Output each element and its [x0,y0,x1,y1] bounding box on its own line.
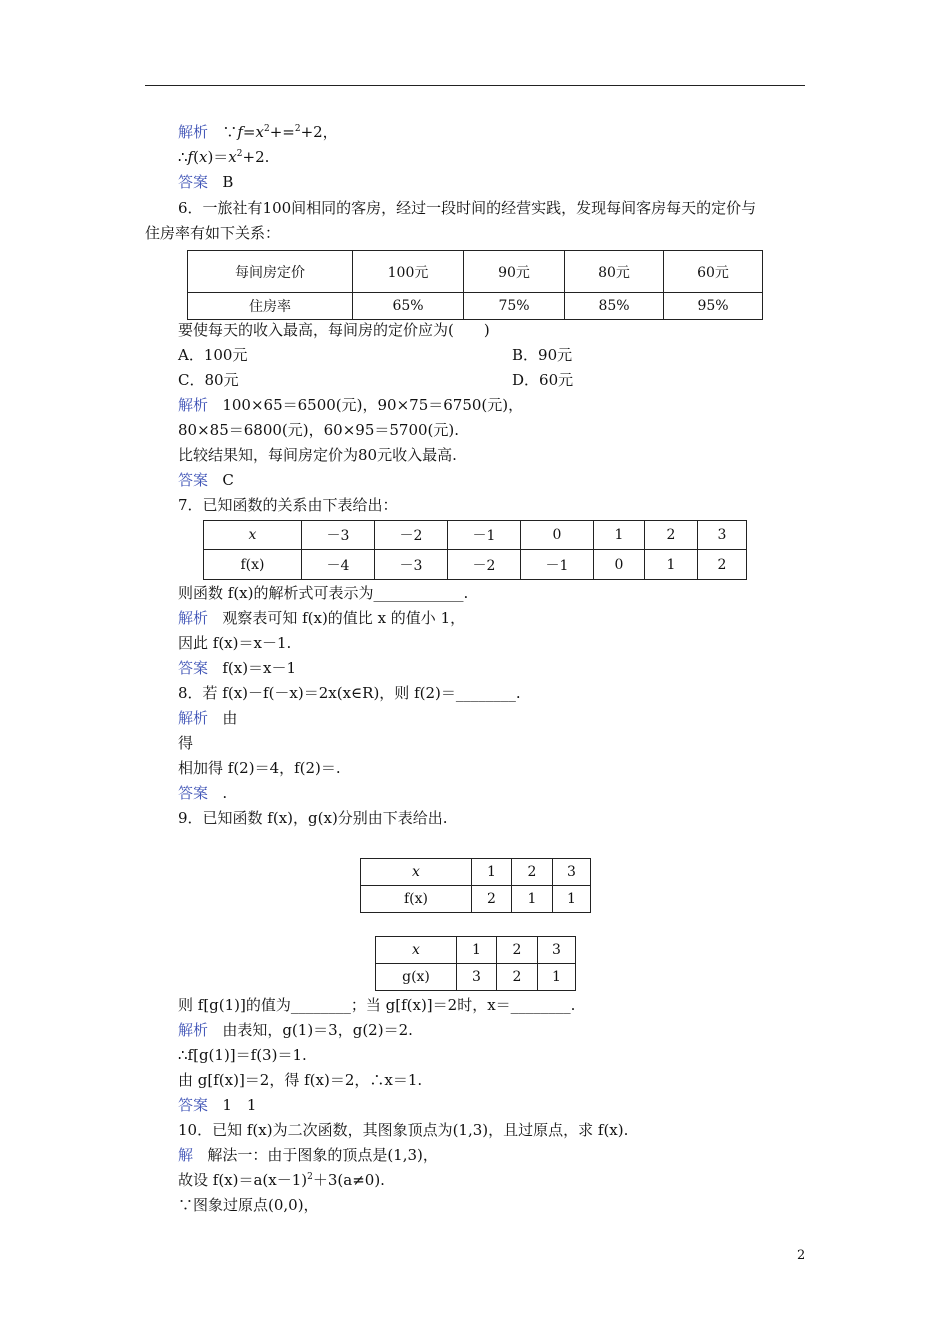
q5-solution-line1 [178,122,338,142]
header-rule [145,85,805,86]
exponent: 2 [307,1172,313,1182]
q6-solution-line3: 比较结果知，每间房定价为80元收入最高. [178,446,457,464]
answer-label: 答案 [178,173,209,191]
table-cell: x [361,859,472,886]
q6-option-c: C．80元 [178,371,239,389]
q6-solution-line2: 80×85＝6800(元)，60×95＝5700(元). [178,421,460,439]
solution-label: 解析 [178,396,209,414]
table-cell: 3 [698,521,747,550]
table-cell: －2 [448,550,521,580]
answer-text: B [222,173,234,191]
q7-solution-line2: 因此 f(x)＝x－1. [178,634,292,652]
because-symbol: ∵ [222,123,238,141]
tail: +2. [242,148,270,166]
exponent: 2 [236,149,243,159]
q6-answer [178,470,234,490]
table-cell: 1 [472,859,512,886]
q9-answer [178,1095,256,1115]
q6-stem-line1: 6．一旅社有100间相同的客房，经过一段时间的经营实践，发现每间客房每天的定价与 [178,199,757,217]
eq: = [242,123,256,141]
q9-solution-line1 [178,1020,413,1040]
table-cell: 1 [512,886,553,913]
x-symbol: x [198,148,208,166]
table-cell: 1 [553,886,591,913]
q8-solution-line1 [178,708,237,728]
page-number: 2 [797,1248,806,1263]
solution-text: 解法一：由于图象的顶点是(1,3)， [207,1146,438,1164]
q9-question: 则 f[g(1)]的值为________；当 g[f(x)]＝2时，x＝________. [178,996,576,1014]
table-cell: －3 [302,521,375,550]
q6-table [187,250,763,320]
table-cell: 1 [594,521,645,550]
q6-question: 要使每天的收入最高，每间房的定价应为( ) [178,321,490,339]
table-cell: 2 [645,521,698,550]
table-cell: 75% [464,293,565,320]
solution-label: 解析 [178,709,209,727]
q10-stem: 10．已知 f(x)为二次函数，其图象顶点为(1,3)，且过原点，求 f(x). [178,1121,629,1139]
answer-text: f(x)＝x－1 [222,659,297,677]
table-cell: 2 [698,550,747,580]
table-cell: 3 [538,937,576,964]
f-symbol: f [237,123,243,141]
q10-solution-line2 [178,1170,385,1190]
table-cell: f(x) [361,886,472,913]
table-cell: 2 [497,964,538,991]
q8-solution-line3: 相加得 f(2)＝4，f(2)＝. [178,759,341,777]
solution-label: 解析 [178,609,209,627]
solution-text: 故设 f(x)＝a(x－1) [178,1171,308,1189]
answer-label: 答案 [178,1096,209,1114]
x-symbol: x [255,123,264,141]
q5-answer [178,172,233,192]
table-cell: f(x) [204,550,302,580]
answer-label: 答案 [178,784,209,802]
solution-text: 由 [222,709,238,727]
table-cell: g(x) [376,964,457,991]
table-cell: 1 [538,964,576,991]
solution-text: 观察表可知 f(x)的值比 x 的值小 1， [222,609,466,627]
q9-stem: 9．已知函数 f(x)，g(x)分别由下表给出. [178,809,448,827]
solution-text: 由表知，g(1)＝3，g(2)＝2. [222,1021,413,1039]
table-cell: 65% [353,293,464,320]
table-cell: 每间房定价 [188,251,353,293]
solution-text: ＋3(a≠0). [312,1171,385,1189]
table-cell: 2 [472,886,512,913]
q7-solution-line1 [178,608,465,628]
q8-answer [178,783,227,803]
table-cell: 0 [521,521,594,550]
table-cell: 住房率 [188,293,353,320]
table-cell: 80元 [565,251,664,293]
answer-label: 答案 [178,659,209,677]
q9-f-table [360,858,591,913]
table-cell: －1 [521,550,594,580]
q9-solution-line3: 由 g[f(x)]＝2，得 f(x)＝2，∴x＝1. [178,1071,423,1089]
solution-label: 解析 [178,123,209,141]
therefore-symbol: ∴ [178,148,188,166]
x-symbol: x [228,148,237,166]
q6-option-a: A．100元 [178,346,248,364]
answer-label: 答案 [178,471,209,489]
f-symbol: f [187,148,194,166]
q7-stem: 7．已知函数的关系由下表给出： [178,496,398,514]
q7-question: 则函数 f(x)的解析式可表示为____________. [178,584,469,602]
answer-text: . [222,784,228,802]
table-cell: 60元 [664,251,763,293]
table-cell: 95% [664,293,763,320]
answer-text: 1 1 [222,1096,257,1114]
table-cell: x [376,937,457,964]
q5-solution-line2 [178,147,269,167]
q7-table [203,520,747,580]
q6-solution-line1 [178,395,523,415]
q6-option-b: B．90元 [512,346,573,364]
table-cell: 2 [512,859,553,886]
q10-solution-line1 [178,1145,438,1165]
answer-text: C [222,471,234,489]
table-cell: －1 [448,521,521,550]
table-cell: x [204,521,302,550]
table-cell: 2 [497,937,538,964]
q8-solution-line2: 得 [178,734,194,752]
q6-stem-line2: 住房率有如下关系： [145,224,281,242]
q8-stem: 8．若 f(x)－f(－x)＝2x(x∈R)，则 f(2)＝________. [178,684,521,702]
tail: +2， [300,123,338,141]
paren-eq: )＝ [207,148,229,166]
q9-g-table [375,936,576,991]
solution-label: 解析 [178,1021,209,1039]
q9-solution-line2: ∴f[g(1)]＝f(3)＝1. [178,1046,307,1064]
solution-label: 解 [178,1146,194,1164]
exponent: 2 [263,124,270,134]
table-cell: 90元 [464,251,565,293]
table-cell: 3 [457,964,497,991]
q7-answer [178,658,296,678]
q6-option-d: D．60元 [512,371,574,389]
table-cell: －3 [375,550,448,580]
table-cell: 85% [565,293,664,320]
table-cell: －2 [375,521,448,550]
table-cell: 0 [594,550,645,580]
table-cell: －4 [302,550,375,580]
table-cell: 1 [645,550,698,580]
q10-solution-line3: ∵图象过原点(0,0)， [178,1196,319,1214]
solution-text: 100×65＝6500(元)，90×75＝6750(元)， [222,396,524,414]
plus-eq: += [269,123,295,141]
table-cell: 3 [553,859,591,886]
table-cell: 1 [457,937,497,964]
table-cell: 100元 [353,251,464,293]
paren: ( [193,148,199,166]
exponent: 2 [294,124,301,134]
